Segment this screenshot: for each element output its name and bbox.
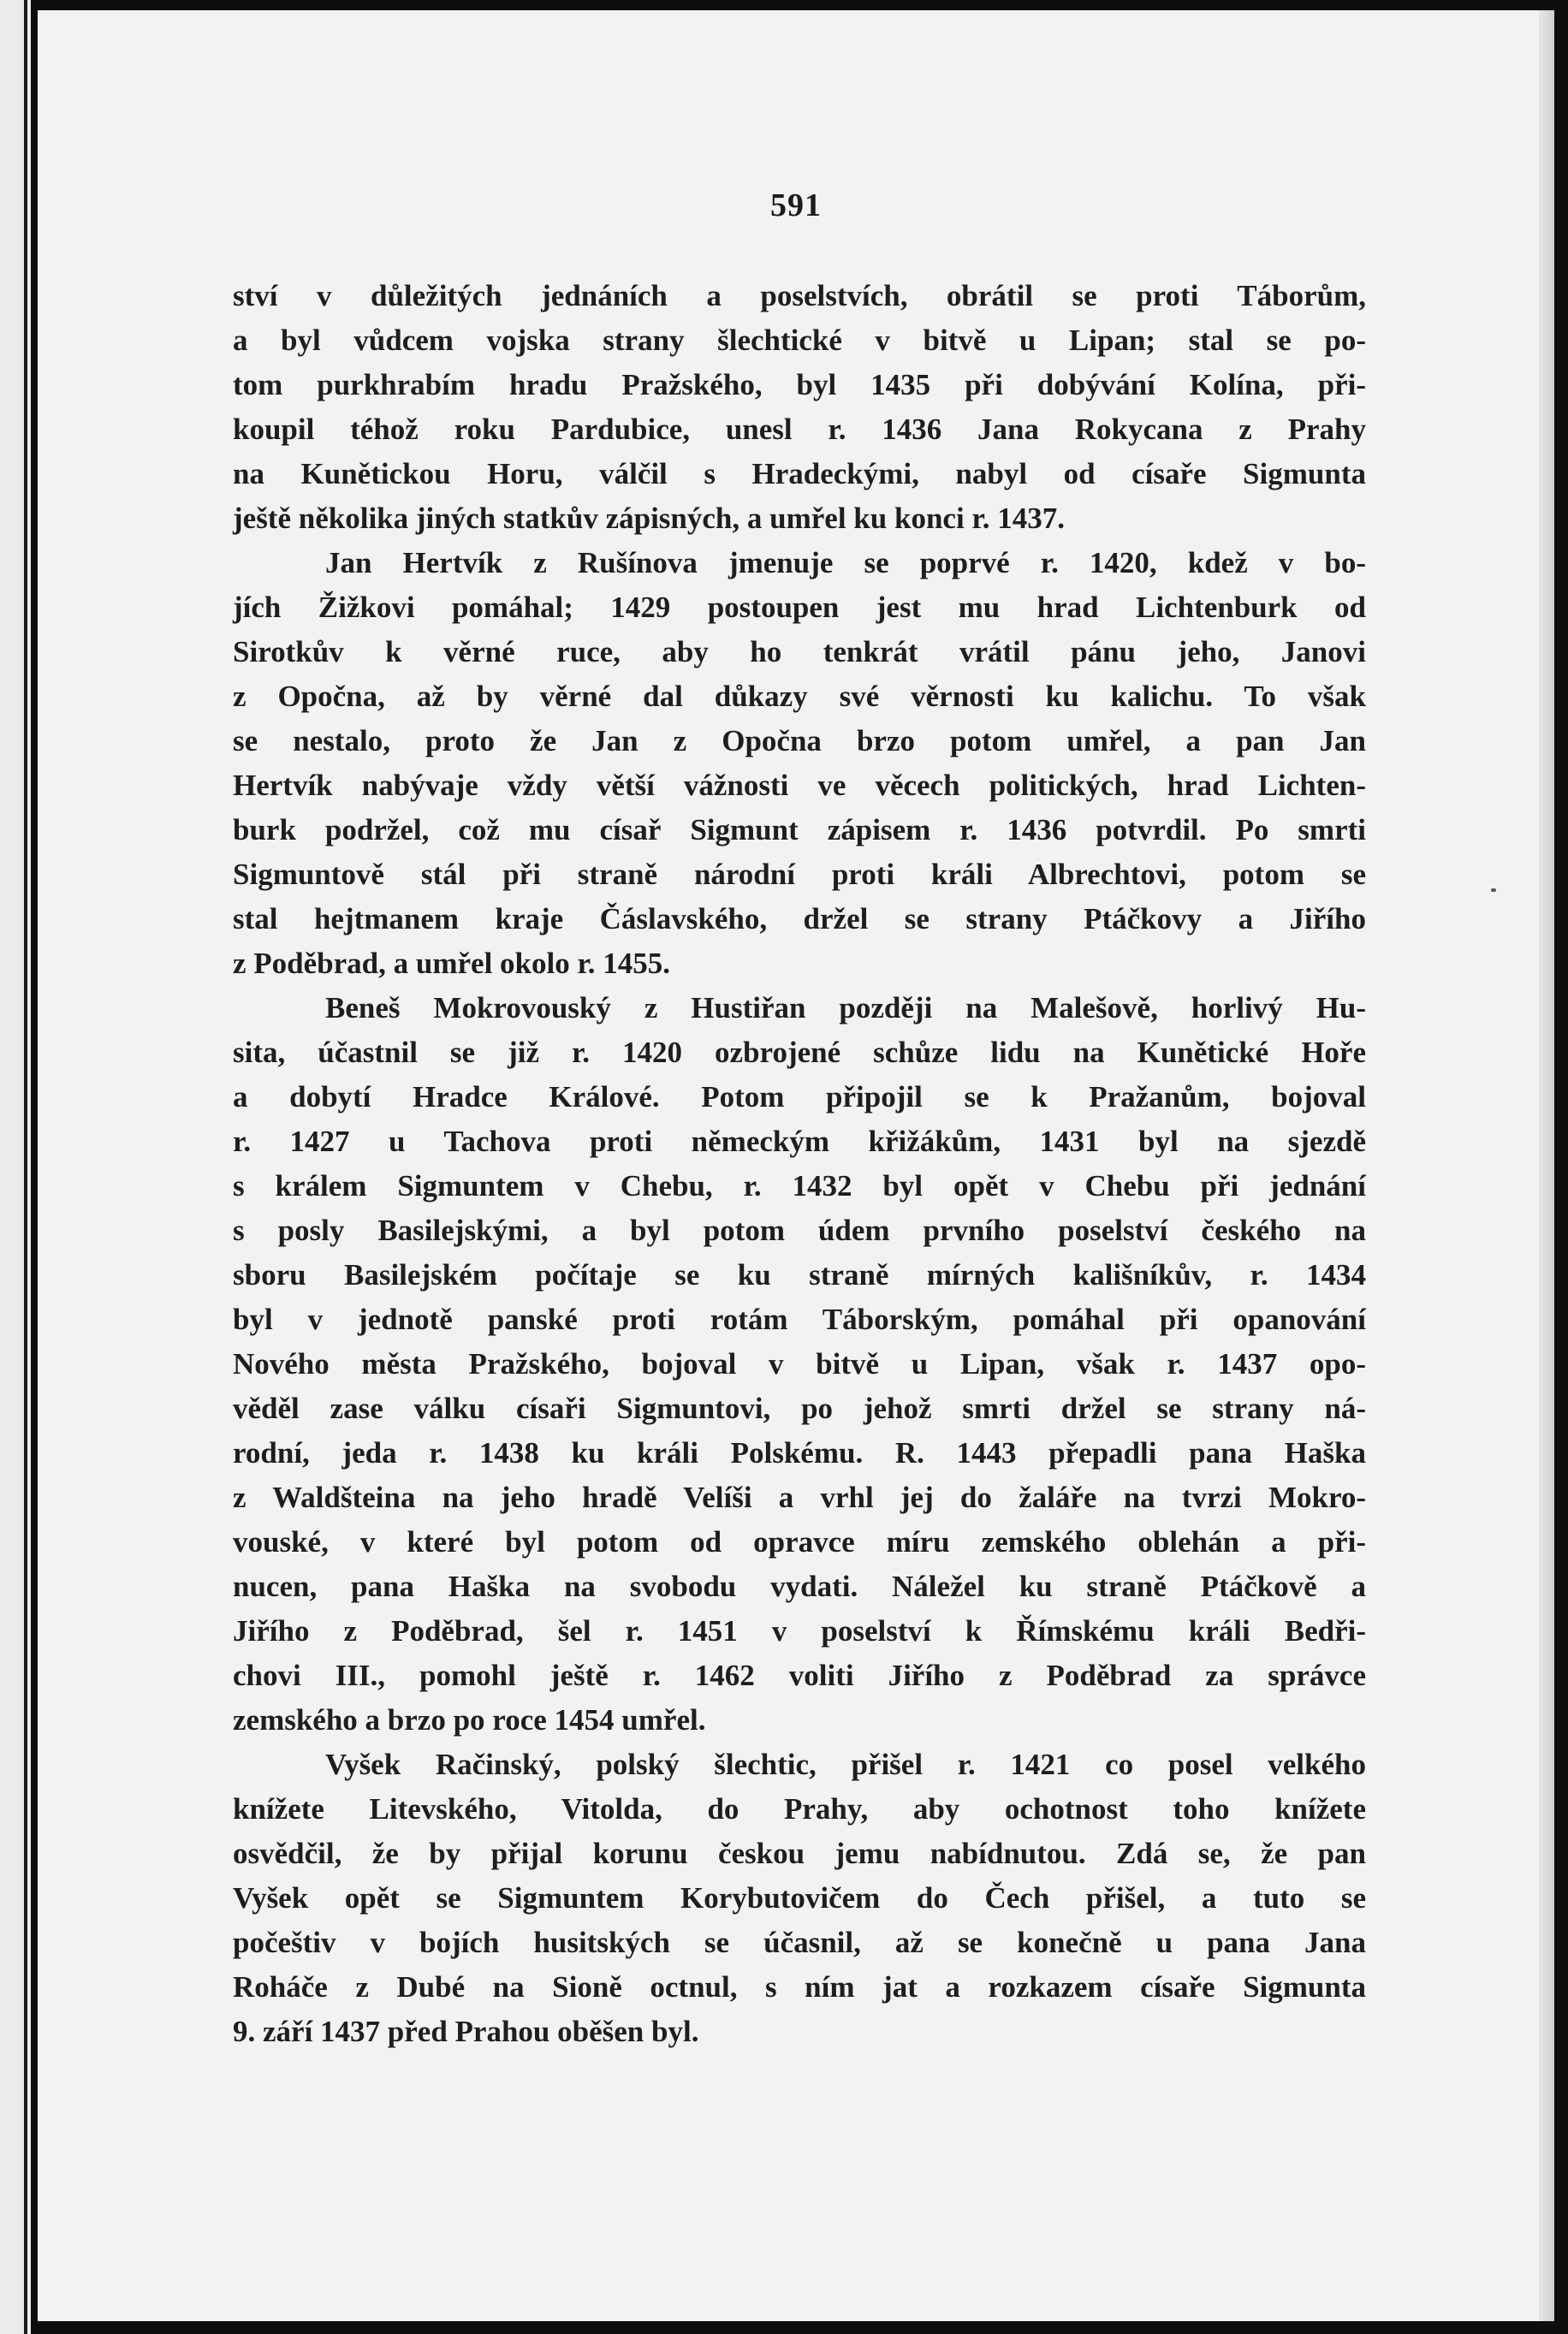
text-line: sboru Basilejském počítaje se ku straně mírných kališníkův, r. 1434: [233, 1258, 1366, 1292]
text-line: Sirotkův k věrné ruce, aby ho tenkrát vrátil pánu jeho, Janovi: [233, 635, 1366, 668]
text-line: se nestalo, proto že Jan z Opočna brzo potom umřel, a pan Jan: [233, 724, 1366, 757]
text-line: ství v důležitých jednáních a poselstvích, obrátil se proti Táborům,: [233, 279, 1366, 312]
page-edge-shadow: [1539, 10, 1554, 2321]
text-line: Sigmuntově stál při straně národní proti králi Albrechtovi, potom se: [233, 858, 1366, 891]
text-line: zemského a brzo po roce 1454 umřel.: [233, 1703, 706, 1737]
text-line: Jiřího z Poděbrad, šel r. 1451 v poselství k Římskému králi Bedři-: [233, 1614, 1366, 1648]
text-line: rodní, jeda r. 1438 ku králi Polskému. R. 1443 přepadli pana Haška: [233, 1436, 1366, 1470]
scan-speck: [1491, 888, 1496, 892]
paragraph-start-line: Jan Hertvík z Rušínova jmenuje se poprvé r. 1420, kdež v bo-: [325, 546, 1366, 579]
text-line: stal hejtmanem kraje Čáslavského, držel se strany Ptáčkovy a Jiřího: [233, 902, 1366, 935]
text-line: r. 1427 u Tachova proti německým křižákům, 1431 byl na sjezdě: [233, 1125, 1366, 1158]
text-line: sita, účastnil se již r. 1420 ozbrojené schůze lidu na Kunětické Hoře: [233, 1036, 1366, 1069]
text-line: burk podržel, což mu císař Sigmunt zápisem r. 1436 potvrdil. Po smrti: [233, 813, 1366, 846]
text-line: počeštiv v bojích husitských se účasnil, až se konečně u pana Jana: [233, 1926, 1366, 1959]
text-line: Nového města Pražského, bojoval v bitvě u Lipan, však r. 1437 opo-: [233, 1347, 1366, 1381]
text-line: 9. září 1437 před Prahou oběšen byl.: [233, 2015, 699, 2048]
text-line: nucen, pana Haška na svobodu vydati. Náležel ku straně Ptáčkově a: [233, 1570, 1366, 1603]
text-line: s králem Sigmuntem v Chebu, r. 1432 byl opět v Chebu při jednání: [233, 1169, 1366, 1203]
text-line: na Kunětickou Horu, válčil s Hradeckými, nabyl od císaře Sigmunta: [233, 457, 1366, 490]
text-line: věděl zase válku císaři Sigmuntovi, po jehož smrti držel se strany ná-: [233, 1392, 1366, 1425]
text-line: ještě několika jiných statkův zápisných, a umřel ku konci r. 1437.: [233, 502, 1066, 535]
text-line: byl v jednotě panské proti rotám Táborským, pomáhal při opanování: [233, 1303, 1366, 1336]
text-line: z Waldšteina na jeho hradě Velíši a vrhl jej do žaláře na tvrzi Mokro-: [233, 1481, 1366, 1514]
text-line: z Opočna, až by věrné dal důkazy své věrnosti ku kalichu. To však: [233, 680, 1366, 713]
text-line: osvědčil, že by přijal korunu českou jemu nabídnutou. Zdá se, že pan: [233, 1837, 1366, 1870]
paragraph-start-line: Vyšek Račinský, polský šlechtic, přišel r. 1421 co posel velkého: [325, 1748, 1366, 1781]
book-page: [38, 10, 1554, 2321]
text-line: s posly Basilejskými, a byl potom údem prvního poselství českého na: [233, 1214, 1366, 1247]
scan-binding-edge: [24, 0, 27, 2334]
text-line: tom purkhrabím hradu Pražského, byl 1435 při dobývání Kolína, při-: [233, 368, 1366, 401]
text-line: z Poděbrad, a umřel okolo r. 1455.: [233, 947, 671, 980]
text-line: koupil téhož roku Pardubice, unesl r. 1436 Jana Rokycana z Prahy: [233, 413, 1366, 446]
text-line: Vyšek opět se Sigmuntem Korybutovičem do Čech přišel, a tuto se: [233, 1881, 1366, 1915]
text-line: Hertvík nabývaje vždy větší vážnosti ve věcech politických, hrad Lichten-: [233, 769, 1366, 802]
page-number: 591: [770, 187, 822, 223]
text-line: a byl vůdcem vojska strany šlechtické v bitvě u Lipan; stal se po-: [233, 324, 1366, 357]
text-line: chovi III., pomohl ještě r. 1462 voliti Jiřího z Poděbrad za správce: [233, 1659, 1366, 1692]
text-line: knížete Litevského, Vitolda, do Prahy, aby ochotnost toho knížete: [233, 1792, 1366, 1826]
paragraph-start-line: Beneš Mokrovouský z Hustiřan později na Malešově, horlivý Hu-: [325, 991, 1366, 1024]
text-line: jích Žižkovi pomáhal; 1429 postoupen jest mu hrad Lichtenburk od: [233, 591, 1366, 624]
text-line: a dobytí Hradce Králové. Potom připojil se k Pražanům, bojoval: [233, 1080, 1366, 1114]
text-line: Roháče z Dubé na Sioně octnul, s ním jat a rozkazem císaře Sigmunta: [233, 1970, 1366, 2004]
text-line: vouské, v které byl potom od opravce míru zemského oblehán a při-: [233, 1525, 1366, 1559]
